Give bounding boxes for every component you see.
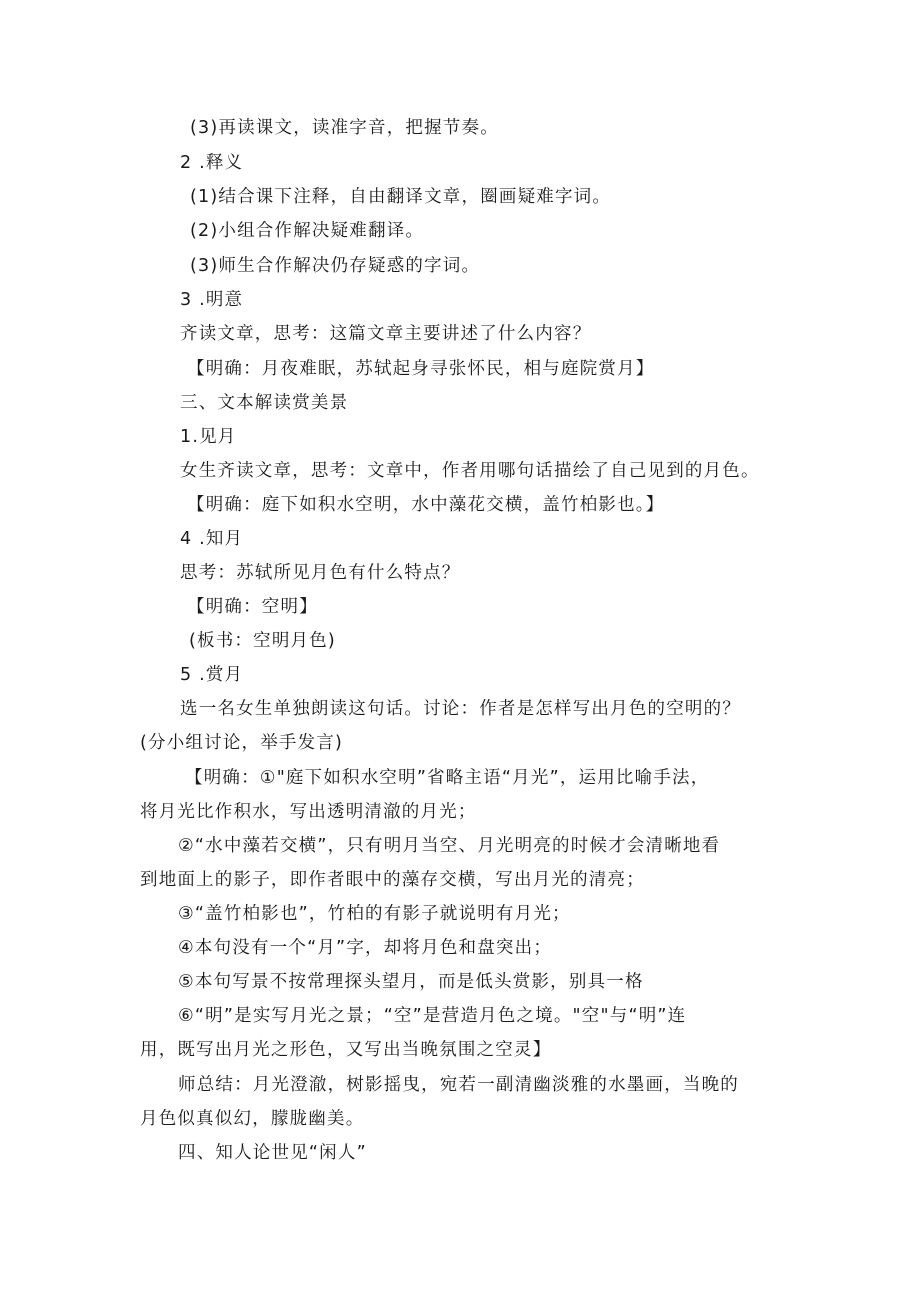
section-heading: 三、文本解读赏美景 [180, 393, 349, 413]
text-line: ⑤本句写景不按常理探头望月，而是低头赏影，别具一格 [178, 972, 644, 992]
answer-line: 【明确：空明】 [187, 597, 318, 617]
text-line: 用，既写出月光之形色，又写出当晚氛围之空灵】 [140, 1040, 552, 1060]
text-line: (2)小组合作解决疑难翻译。 [190, 221, 425, 241]
text-line: (分小组讨论，举手发言) [140, 733, 344, 753]
text-line: 齐读文章，思考：这篇文章主要讲述了什么内容？ [180, 324, 592, 344]
text-line: 选一名女生单独朗读这句话。讨论：作者是怎样写出月色的空明的？ [180, 699, 741, 719]
text-line: 女生齐读文章，思考：文章中，作者用哪句话描绘了自己见到的月色。 [180, 461, 760, 481]
section-heading: 四、知人论世见“闲人” [178, 1143, 367, 1163]
section-heading: 1.见月 [180, 427, 237, 447]
section-heading: 2 .释义 [180, 153, 244, 173]
section-heading: 3 .明意 [180, 290, 244, 310]
answer-line: 【明确：庭下如积水空明，水中藻花交横，盖竹柏影也。】 [187, 495, 665, 515]
text-line: (3)师生合作解决仍存疑惑的字词。 [190, 256, 481, 276]
answer-line: 【明确：月夜难眠，苏轼起身寻张怀民，相与庭院赏月】 [187, 359, 655, 379]
text-line: 思考：苏轼所见月色有什么特点？ [180, 563, 461, 583]
text-line: (1)结合课下注释，自由翻译文章，圈画疑难字词。 [190, 187, 612, 207]
text-line: (板书：空明月色) [189, 631, 336, 651]
text-line: ③“盖竹柏影也”，竹柏的有影子就说明有月光； [178, 904, 571, 924]
text-line: ②“水中藻若交横”，只有明月当空、月光明亮的时候才会清晰地看 [178, 836, 721, 856]
section-heading: 4 .知月 [180, 529, 244, 549]
text-line: 月色似真似幻，朦胧幽美。 [140, 1109, 365, 1129]
text-line: 到地面上的影子，即作者眼中的藻存交横，写出月光的清亮； [140, 870, 645, 890]
text-line: ④本句没有一个“月”字，却将月色和盘突出； [178, 938, 553, 958]
text-line: 师总结：月光澄澈，树影摇曳，宛若一副清幽淡雅的水墨画，当晚的 [178, 1075, 739, 1095]
text-line: 将月光比作积水，写出透明清澈的月光； [140, 802, 477, 822]
text-line: ⑥“明”是实写月光之景；“空”是营造月色之境。"空"与“明”连 [178, 1006, 687, 1026]
answer-line: 【明确：①"庭下如积水空明”省略主语“月光”，运用比喻手法， [185, 768, 710, 788]
text-line: (3)再读课文，读准字音，把握节奏。 [190, 118, 499, 138]
section-heading: 5 .赏月 [180, 665, 244, 685]
